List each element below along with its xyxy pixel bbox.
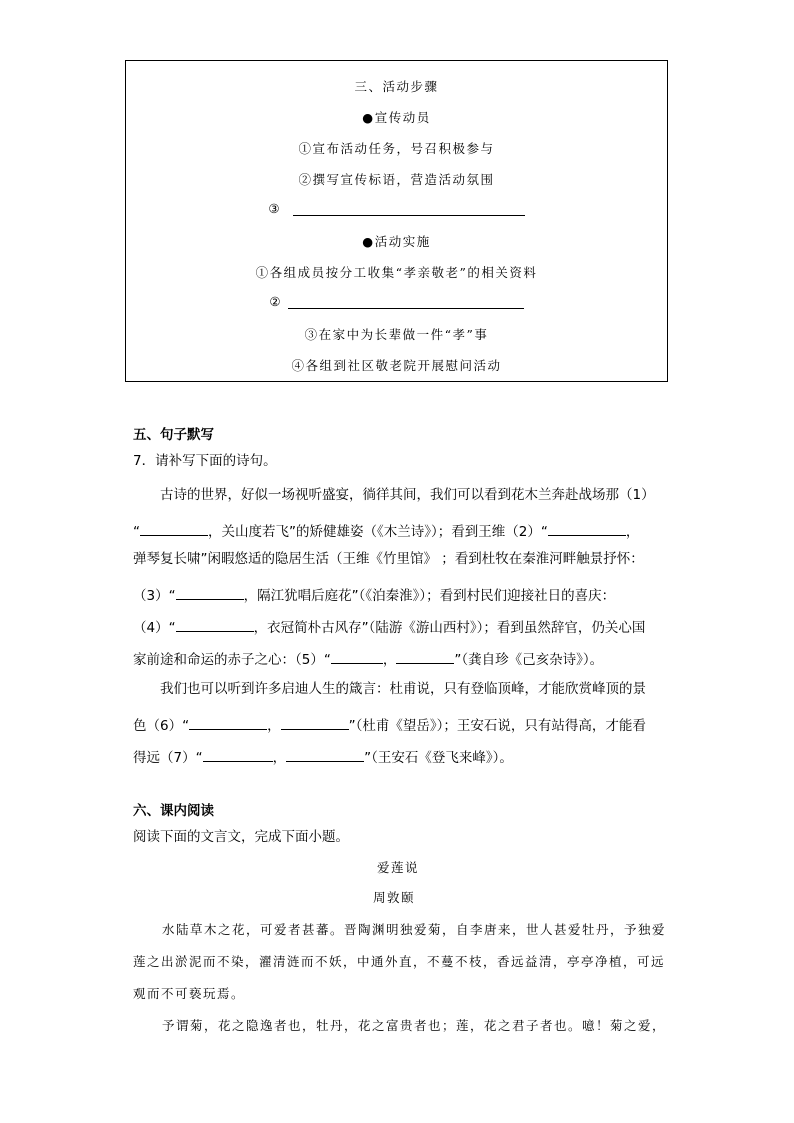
answer-blank[interactable]	[281, 715, 349, 730]
answer-blank[interactable]	[176, 585, 244, 600]
essay-line: 水陆草木之花，可爱者甚蕃。晋陶渊明独爱菊，自李唐来，世人甚爱牡丹，予独爱	[162, 922, 667, 937]
paragraph-line: （4）“ ，衣冠简朴古风存”（陆游《游山西村》）；看到虽然辞官，仍关心国	[133, 617, 645, 636]
essay-line: 莲之出淤泥而不染，濯清涟而不妖，中通外直，不蔓不枝，香远益清，亭亭净植，可远	[133, 954, 666, 969]
step-collect: ①各组成员按分工收集“孝亲敬老”的相关资料	[255, 265, 538, 280]
phase-implementation: ●活动实施	[362, 234, 431, 249]
paragraph-line: “ ，关山度若飞”的矫健雄姿（《木兰诗》）；看到王维（2）“ ，	[133, 521, 639, 540]
paragraph-line: 古诗的世界，好似一场视听盛宴，徜徉其间，我们可以看到花木兰奔赴战场那（1）	[160, 487, 655, 503]
step-blank-3	[126, 201, 667, 216]
paragraph-line: 得远（7）“ ， ”（王安石《登飞来峰》）。	[133, 747, 513, 766]
answer-blank[interactable]	[140, 521, 208, 536]
question-prompt: 7．请补写下面的诗句。	[133, 453, 277, 469]
step-visit: ④各组到社区敬老院开展慰问活动	[291, 358, 502, 373]
paragraph-line: 色（6）“ ， ”（杜甫《望岳》）；王安石说，只有站得高，才能看	[133, 715, 646, 734]
section-heading: 五、句子默写	[133, 427, 214, 443]
answer-blank[interactable]	[189, 715, 267, 730]
answer-blank[interactable]	[548, 521, 626, 536]
answer-blank[interactable]	[203, 747, 273, 762]
section-heading: 六、课内阅读	[133, 803, 214, 819]
step-blank-2	[126, 294, 667, 309]
paragraph-line: （3）“ ，隔江犹唱后庭花”（《泊秦淮》）；看到村民们迎接社日的喜庆：	[133, 585, 615, 604]
step-announce: ①宣布活动任务，号召积极参与	[298, 141, 495, 156]
essay-line: 予谓菊，花之隐逸者也，牡丹，花之富贵者也；莲，花之君子者也。噫！菊之爱，	[162, 1018, 667, 1033]
step-number: ③	[268, 201, 282, 216]
paragraph-line: 弹琴复长啸”闲暇悠适的隐居生活（王维《竹里馆》 ；看到杜牧在秦淮河畔触景抒怀：	[133, 551, 644, 567]
box-title: 三、活动步骤	[354, 79, 439, 94]
reading-instruction: 阅读下面的文言文，完成下面小题。	[133, 829, 349, 845]
essay-author: 周敦颐	[373, 890, 416, 905]
essay-line: 观而不可亵玩焉。	[133, 986, 246, 1001]
answer-blank[interactable]	[396, 649, 454, 664]
answer-blank[interactable]	[288, 296, 524, 309]
answer-blank[interactable]	[286, 747, 364, 762]
phase-publicity: ●宣传动员	[362, 110, 431, 125]
essay-title: 爱莲说	[377, 860, 420, 875]
step-filial-deed: ③在家中为长辈做一件“孝”事	[304, 327, 489, 342]
paragraph-line: 家前途和命运的赤子之心：（5）“ ， ”（龚自珍《己亥杂诗》）。	[133, 649, 603, 668]
activity-steps-box	[125, 60, 668, 382]
answer-blank[interactable]	[331, 649, 383, 664]
step-number: ②	[269, 294, 283, 309]
answer-blank[interactable]	[293, 203, 525, 216]
answer-blank[interactable]	[176, 617, 254, 632]
step-slogan: ②撰写宣传标语，营造活动氛围	[298, 172, 495, 187]
paragraph-line: 我们也可以听到许多启迪人生的箴言：杜甫说，只有登临顶峰，才能欣赏峰顶的景	[160, 681, 646, 697]
